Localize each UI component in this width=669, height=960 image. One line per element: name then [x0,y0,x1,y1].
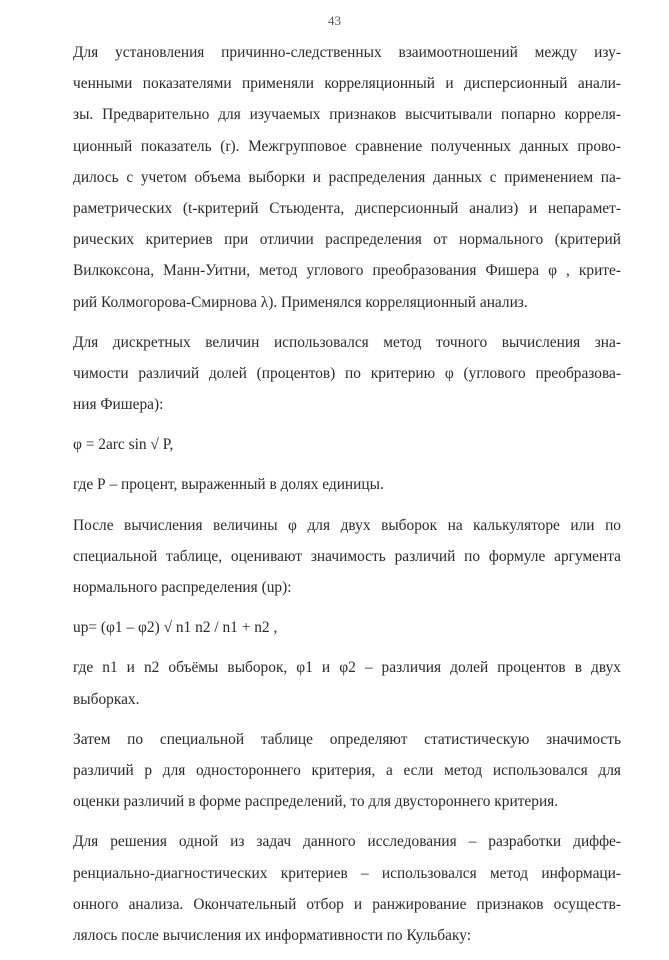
text-line: различий р для одностороннего критерия, а если метод использовался для [73,761,621,779]
text-line: онного анализа. Окончательный отбор и ранжирование признаков осуществ- [73,895,621,913]
text-line: дилось с учетом объема выборки и распределения данных с применением па- [73,168,621,186]
text-line: рий Колмогорова-Смирнова λ). Применялся корреляционный анализ. [73,293,528,311]
text-line: нормального распределения (uр): [73,579,292,596]
text-line: рических критериев при отличии распределения от нормального (критерий [73,231,621,249]
paragraph-significance [73,724,621,818]
text-line: ния Фишера): [73,396,164,414]
text-line: зы. Предварительно для изучаемых признаков высчитывали попарно корреля- [73,106,621,124]
text-line: Для дискретных величин использовался метод точного вычисления зна- [73,333,621,351]
paragraph-methods [73,37,621,318]
formula-phi: φ = 2arc sin √ P, [73,436,174,454]
text-line: оценки различий в форме распределений, то для двустороннего критерия. [73,793,559,811]
paragraph-discrete [73,327,621,421]
text-line: ционный показатель (r). Межгрупповое сравнение полученных данных прово- [73,137,621,155]
text-line: Для решения одной из задач данного исследования – разработки диффе- [73,833,621,851]
text-line: После вычисления величины φ для двух выборок на калькуляторе или по [73,516,621,534]
text-line: специальной таблице, оценивают значимость различий по формуле аргумента [73,547,621,565]
text-line: ренциально-диагностических критериев – использовался метод информаци- [73,864,621,882]
text-line: выборках. [73,690,140,708]
paragraph-calculation [73,510,621,604]
document-body [73,37,621,951]
paragraph-information-analysis [73,826,621,951]
text-line: Для установления причинно-следственных взаимоотношений между изу- [73,44,621,61]
text-line: раметрических (t-критерий Стьюдента, дисперсионный анализ) и непарамет- [73,199,621,217]
text-line: ченными показателями применяли корреляционный и дисперсионный анали- [73,75,621,93]
text-line: лялось после вычисления их информативности по Кульбаку: [73,926,471,944]
text-line: где n1 и n2 объёмы выборок, φ1 и φ2 – различия долей процентов в двух [73,659,621,677]
paragraph-where [73,652,621,714]
formula-u: uр= (φ1 – φ2) √ n1 n2 / n1 + n2 , [73,619,278,637]
text-line: Вилкоксона, Манн-Уитни, метод углового преобразования Фишера φ , крите- [73,262,621,280]
text-line: чимости различий долей (процентов) по критерию φ (углового преобразова- [73,364,621,382]
text-line: где Р – процент, выраженный в долях единицы. [73,476,384,494]
text-line: Затем по специальной таблице определяют статистическую значимость [73,730,621,748]
page-number: 43 [328,13,341,28]
